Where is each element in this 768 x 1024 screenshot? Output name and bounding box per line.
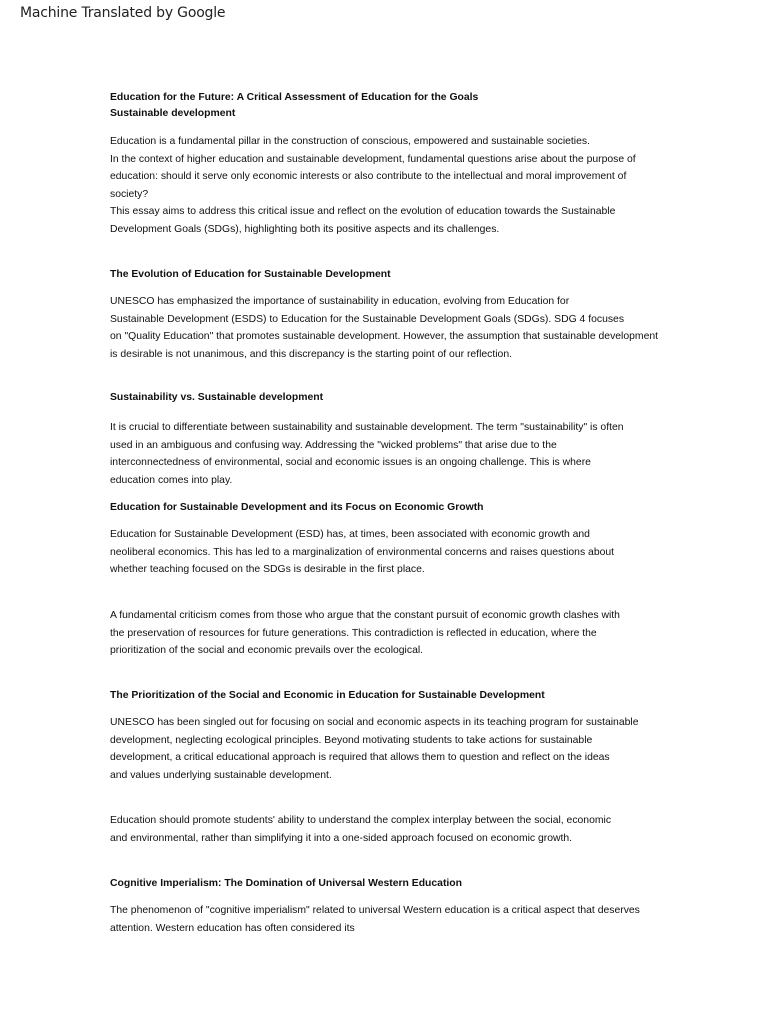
text-line: This essay aims to address this critical issue and reflect on the evolution of education towards the Sustainable [110, 206, 616, 217]
title-line: Sustainable development [110, 107, 236, 119]
section-paragraph-sustainability [110, 419, 624, 489]
text-line: interconnectedness of environmental, social and economic issues is an ongoing challenge. This is where [110, 457, 591, 468]
text-line: society? [110, 188, 149, 200]
text-line: Sustainable Development (ESDS) to Education for the Sustainable Development Goals (SDGs). SDG 4 focuses [110, 313, 625, 325]
text-line: It is crucial to differentiate between sustainability and sustainable development. The term "sustainability" is often [110, 422, 624, 433]
text-line: development, neglecting ecological principles. Beyond motivating students to take actions for sustainable [110, 734, 593, 746]
text-line: used in an ambiguous and confusing way. Addressing the "wicked problems" that arise due to the [110, 439, 557, 451]
text-line: neoliberal economics. This has led to a marginalization of environmental concerns and raises questions about [110, 546, 615, 558]
section-paragraph-criticism [110, 607, 620, 660]
section-paragraph-cognitive-imperialism [110, 902, 640, 937]
section-paragraph-economic-growth [110, 526, 614, 579]
text-line: The phenomenon of "cognitive imperialism" related to universal Western education is a critical aspect that deserves [110, 905, 640, 916]
text-line: UNESCO has emphasized the importance of sustainability in education, evolving from Education for [110, 296, 570, 307]
section-paragraph-prioritization [110, 714, 638, 784]
text-line: and values underlying sustainable development. [110, 769, 332, 781]
title-line: Education for the Future: A Critical Assessment of Education for the Goals [110, 92, 479, 103]
text-line: UNESCO has been singled out for focusing on social and economic aspects in its teaching program for sustainable [110, 717, 639, 728]
text-line: development, a critical educational approach is required that allows them to question and reflect on the ideas [110, 752, 610, 763]
text-line: Education for Sustainable Development (ESD) has, at times, been associated with economic growth and [110, 529, 590, 540]
machine-translation-banner: Machine Translated by Google [20, 5, 226, 21]
text-line: education comes into play. [110, 474, 233, 486]
text-line: on "Quality Education" that promotes sustainable development. However, the assumption that sustainable development [110, 331, 659, 342]
section-heading-cognitive-imperialism: Cognitive Imperialism: The Domination of Universal Western Education [110, 878, 462, 889]
text-line: education: should it serve only economic interests or also contribute to the intellectual and moral improvement of [110, 171, 627, 182]
text-line: Education should promote students' ability to understand the complex interplay between the social, economic [110, 815, 612, 826]
intro-paragraph [110, 133, 636, 238]
text-line: prioritization of the social and economic prevails over the ecological. [110, 645, 424, 656]
section-paragraph-evolution [110, 293, 658, 363]
text-line: whether teaching focused on the SDGs is desirable in the first place. [110, 564, 425, 575]
text-line: Development Goals (SDGs), highlighting both its positive aspects and its challenges. [110, 223, 500, 235]
text-line: is desirable is not unanimous, and this discrepancy is the starting point of our reflection. [110, 348, 512, 360]
text-line: and environmental, rather than simplifying it into a one-sided approach focused on economic growth. [110, 832, 573, 844]
section-paragraph-interplay [110, 812, 611, 847]
text-line: A fundamental criticism comes from those who argue that the constant pursuit of economic growth clashes with [110, 610, 620, 621]
document-title [110, 90, 478, 121]
section-heading-economic-growth: Education for Sustainable Development and its Focus on Economic Growth [110, 502, 484, 513]
section-heading-evolution: The Evolution of Education for Sustainable Development [110, 269, 391, 280]
section-heading-prioritization: The Prioritization of the Social and Economic in Education for Sustainable Development [110, 690, 545, 701]
text-line: the preservation of resources for future generations. This contradiction is reflected in education, where the [110, 627, 597, 639]
text-line: In the context of higher education and sustainable development, fundamental questions arise about the purpose of [110, 153, 636, 165]
text-line: Education is a fundamental pillar in the construction of conscious, empowered and sustainable societies. [110, 136, 590, 147]
section-heading-sustainability: Sustainability vs. Sustainable development [110, 392, 324, 403]
text-line: attention. Western education has often considered its [110, 922, 355, 934]
